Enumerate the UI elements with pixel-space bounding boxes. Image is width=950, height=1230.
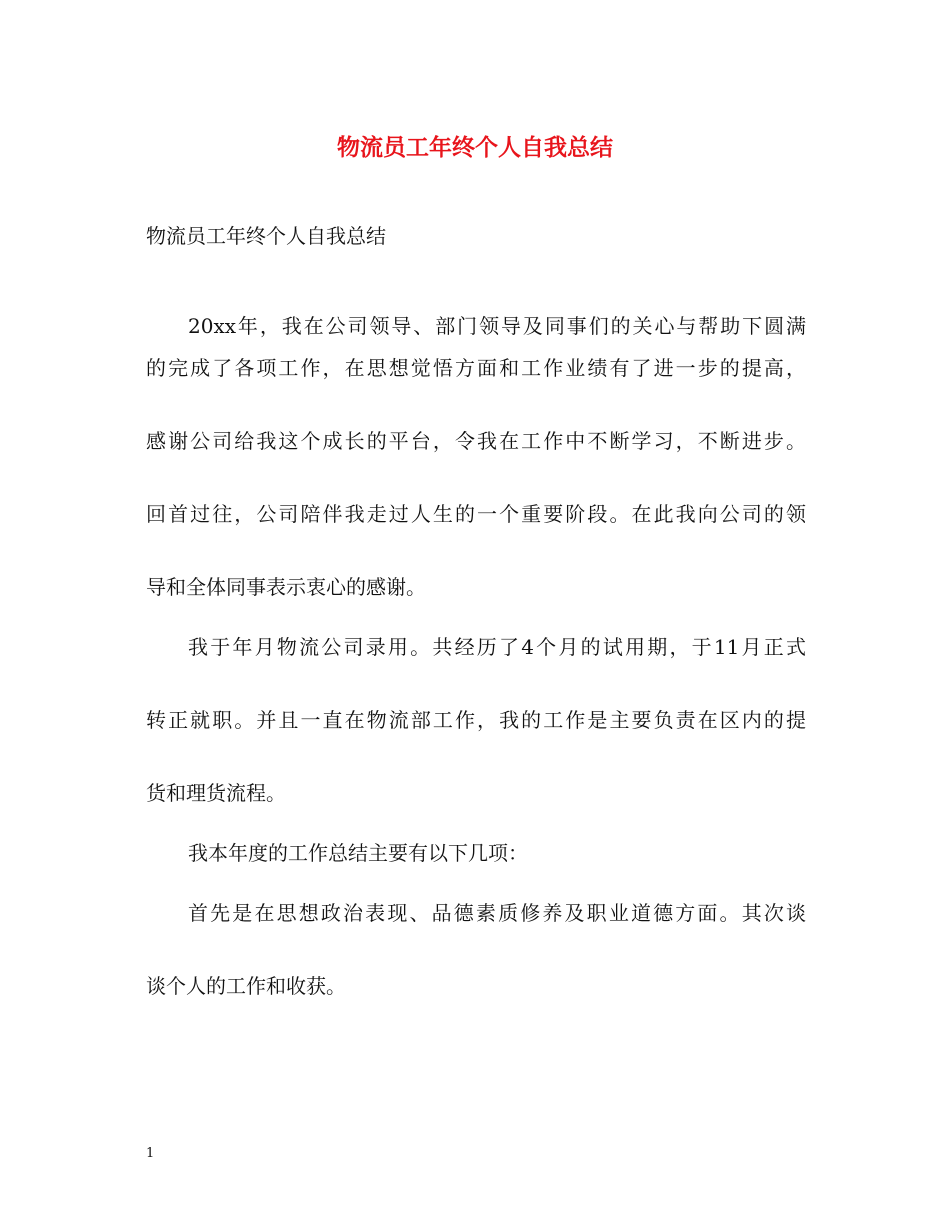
paragraph-line-1: 20xx年，我在公司领导、部门领导及同事们的关心与帮助下圆满 — [188, 314, 806, 338]
paragraph-line-2: 的完成了各项工作，在思想觉悟方面和工作业绩有了进一步的提高， — [146, 356, 806, 380]
document-title: 物流员工年终个人自我总结 — [337, 134, 613, 161]
paragraph-line-9: 我本年度的工作总结主要有以下几项： — [188, 841, 528, 865]
document-subtitle: 物流员工年终个人自我总结 — [146, 224, 386, 248]
paragraph-line-6: 我于年月物流公司录用。共经历了4个月的试用期，于11月正式 — [188, 635, 806, 659]
paragraph-line-4: 回首过往，公司陪伴我走过人生的一个重要阶段。在此我向公司的领 — [146, 502, 806, 526]
paragraph-line-7: 转正就职。并且一直在物流部工作，我的工作是主要负责在区内的提 — [146, 708, 806, 732]
paragraph-line-11: 谈个人的工作和收获。 — [146, 974, 346, 998]
paragraph-line-8: 货和理货流程。 — [146, 781, 286, 805]
page-number: 1 — [146, 1146, 155, 1161]
paragraph-line-3: 感谢公司给我这个成长的平台，令我在工作中不断学习，不断进步。 — [146, 429, 806, 453]
paragraph-line-10: 首先是在思想政治表现、品德素质修养及职业道德方面。其次谈 — [188, 901, 806, 925]
paragraph-line-5: 导和全体同事表示衷心的感谢。 — [146, 575, 426, 599]
